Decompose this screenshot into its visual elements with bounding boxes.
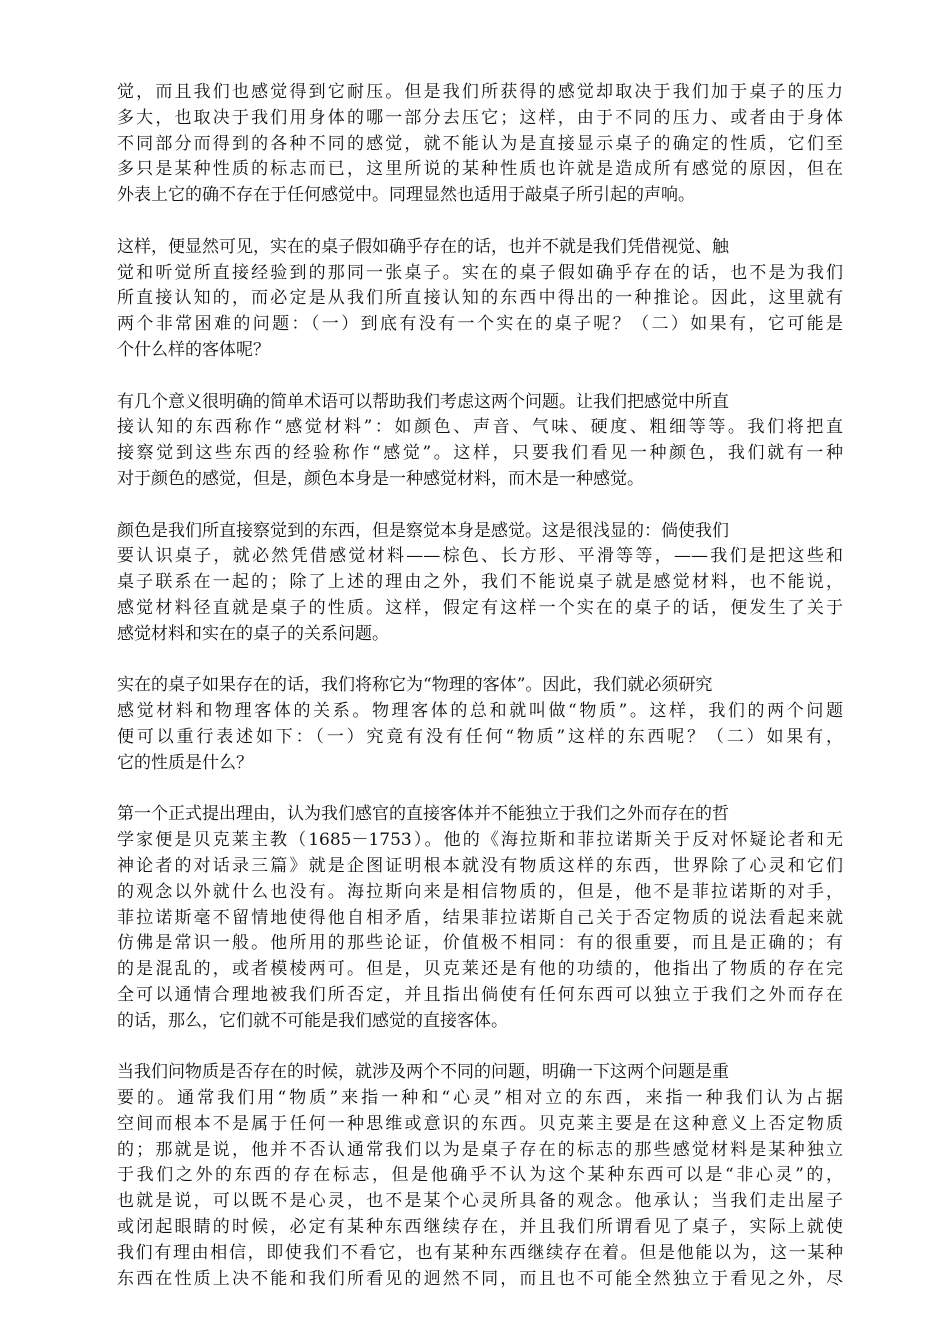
text-line: 实在的桌子如果存在的话，我们将称它为“物理的客体”。因此，我们就必须研究 (117, 675, 713, 696)
text-line: 所直接认知的，而必定是从我们所直接认知的东西中得出的一种推论。因此，这里就有 (117, 288, 843, 309)
text-line: 有几个意义很明确的简单术语可以帮助我们考虑这两个问题。让我们把感觉中所直 (117, 391, 729, 412)
text-line: 要的。通常我们用“物质”来指一种和“心灵”相对立的东西，来指一种我们认为占据 (117, 1088, 843, 1109)
text-line: 全可以通情合理地被我们所否定，并且指出倘使有任何东西可以独立于我们之外而存在 (117, 984, 843, 1005)
text-line: 仿佛是常识一般。他所用的那些论证，价值极不相同：有的很重要，而且是正确的；有 (117, 933, 843, 954)
text-line: 当我们问物质是否存在的时候，就涉及两个不同的问题，明确一下这两个问题是重 (117, 1062, 729, 1083)
text-line: 感觉材料和实在的桌子的关系问题。 (117, 623, 389, 644)
paragraph-1 (117, 80, 843, 209)
text-line: 学家便是贝克莱主教（1685－1753）。他的《海拉斯和菲拉诺斯关于反对怀疑论者和无 (117, 830, 843, 851)
text-line: 感觉材料径直就是桌子的性质。这样，假定有这样一个实在的桌子的话，便发生了关于 (117, 597, 843, 618)
text-line: 或闭起眼睛的时候，必定有某种东西继续存在，并且我们所谓看见了桌子，实际上就使 (117, 1217, 843, 1238)
text-line: 觉，而且我们也感觉得到它耐压。但是我们所获得的感觉却取决于我们加于桌子的压力 (117, 82, 843, 102)
text-line: 个什么样的客体呢？ (117, 339, 270, 360)
paragraph-6 (117, 802, 843, 1034)
text-line: 也就是说，可以既不是心灵，也不是某个心灵所具备的观念。他承认；当我们走出屋子 (117, 1191, 843, 1212)
text-line: 多只是某种性质的标志而已，这里所说的某种性质也许就是造成所有感觉的原因，但在 (117, 159, 843, 180)
paragraph-3 (117, 390, 843, 493)
text-line: 桌子联系在一起的；除了上述的理由之外，我们不能说桌子就是感觉材料，也不能说， (117, 572, 843, 593)
text-line: 觉和听觉所直接经验到的那同一张桌子。实在的桌子假如确乎存在的话，也不是为我们 (117, 262, 843, 283)
text-line: 便可以重行表述如下：（一）究竟有没有任何“物质”这样的东西呢？（二）如果有， (117, 726, 843, 747)
paragraph-4 (117, 519, 843, 648)
text-line: 外表上它的确不存在于任何感觉中。同理显然也适用于敲桌子所引起的声响。 (117, 185, 695, 206)
paragraph-2 (117, 235, 843, 364)
text-line: 要认识桌子，就必然凭借感觉材料——棕色、长方形、平滑等等，——我们是把这些和 (117, 546, 843, 567)
text-line: 的观念以外就什么也没有。海拉斯向来是相信物质的，但是，他不是菲拉诺斯的对手， (117, 881, 843, 902)
text-line: 菲拉诺斯毫不留情地使得他自相矛盾，结果菲拉诺斯自己关于否定物质的说法看起来就 (117, 907, 843, 928)
text-line: 颜色是我们所直接察觉到的东西，但是察觉本身是感觉。这是很浅显的：倘使我们 (117, 520, 729, 541)
text-line: 接察觉到这些东西的经验称作“感觉”。这样，只要我们看见一种颜色，我们就有一种 (117, 443, 843, 464)
text-line: 它的性质是什么？ (117, 752, 253, 773)
text-line: 对于颜色的感觉，但是，颜色本身是一种感觉材料，而木是一种感觉。 (117, 468, 644, 489)
text-line: 的是混乱的，或者模棱两可。但是，贝克莱还是有他的功绩的，他指出了物质的存在完 (117, 959, 843, 980)
text-line: 感觉材料和物理客体的关系。物理客体的总和就叫做“物质”。这样，我们的两个问题 (117, 701, 843, 722)
document-page (117, 80, 843, 1318)
text-line: 神论者的对话录三篇》就是企图证明根本就没有物质这样的东西，世界除了心灵和它们 (117, 855, 843, 876)
text-line: 空间而根本不是属于任何一种思维或意识的东西。贝克莱主要是在这种意义上否定物质 (117, 1113, 843, 1134)
paragraph-5 (117, 673, 843, 776)
text-line: 的话，那么，它们就不可能是我们感觉的直接客体。 (117, 1010, 508, 1031)
text-line: 不同部分而得到的各种不同的感觉，就不能认为是直接显示桌子的确定的性质，它们至 (117, 133, 843, 154)
text-line: 于我们之外的东西的存在标志，但是他确乎不认为这个某种东西可以是“非心灵”的， (117, 1165, 843, 1186)
paragraph-7 (117, 1060, 843, 1292)
text-line: 的；那就是说，他并不否认通常我们以为是桌子存在的标志的那些感觉材料是某种独立 (117, 1139, 843, 1160)
text-line: 第一个正式提出理由，认为我们感官的直接客体并不能独立于我们之外而存在的哲 (117, 804, 729, 825)
text-line: 接认知的东西称作“感觉材料”：如颜色、声音、气味、硬度、粗细等等。我们将把直 (117, 417, 843, 438)
text-line: 东西在性质上决不能和我们所看见的迥然不同，而且也不可能全然独立于看见之外，尽 (117, 1268, 843, 1289)
text-line: 多大，也取决于我们用身体的哪一部分去压它；这样，由于不同的压力、或者由于身体 (117, 107, 843, 128)
text-line: 这样，便显然可见，实在的桌子假如确乎存在的话，也并不就是我们凭借视觉、触 (117, 236, 729, 257)
text-line: 我们有理由相信，即使我们不看它，也有某种东西继续存在着。但是他能以为，这一某种 (117, 1242, 843, 1263)
text-line: 两个非常困难的问题：（一）到底有没有一个实在的桌子呢？（二）如果有，它可能是 (117, 314, 843, 335)
